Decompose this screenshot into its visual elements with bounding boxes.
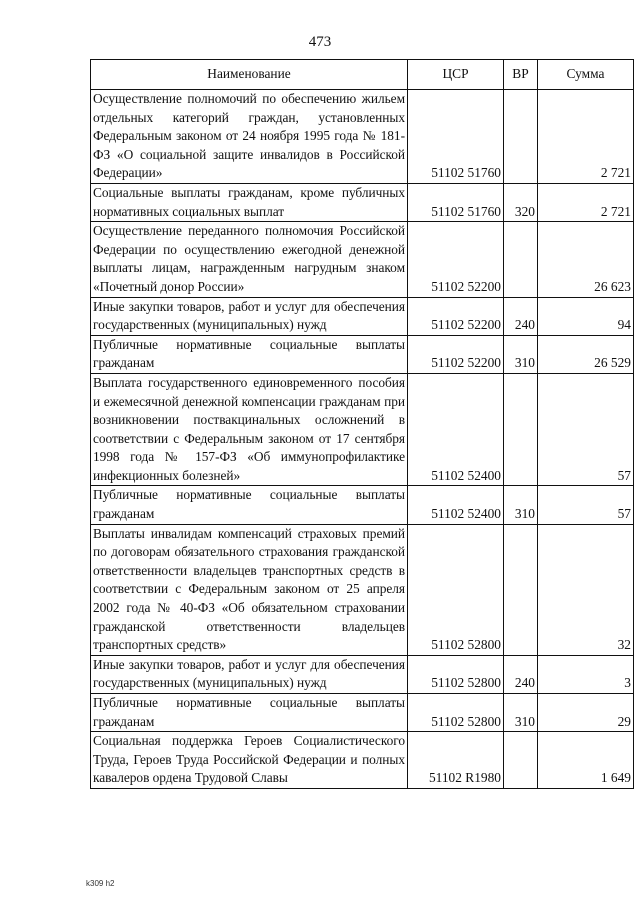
row-vr — [504, 732, 538, 789]
row-csr: 51102 52200 — [408, 297, 504, 335]
row-sum: 57 — [538, 373, 634, 486]
row-name: Выплата государственного единовременного пособия и ежемесячной денежной компенсации гражданам при возникновении поствакцинальных осложнений в соответствии с Федеральным законом от 17 сентября 1998 года № 157-ФЗ «Об иммунопрофилактике инфекционных болезней» — [91, 373, 408, 486]
table-row — [91, 732, 634, 789]
row-vr: 320 — [504, 183, 538, 221]
page-number: 473 — [308, 34, 332, 50]
table-row — [91, 222, 634, 297]
row-name: Публичные нормативные социальные выплаты гражданам — [91, 335, 408, 373]
row-name: Социальные выплаты гражданам, кроме публичных нормативных социальных выплат — [91, 183, 408, 221]
row-sum: 29 — [538, 694, 634, 732]
header-sum: Сумма — [538, 60, 634, 90]
table-row — [91, 90, 634, 184]
row-csr: 51102 52800 — [408, 655, 504, 693]
header-vr: ВР — [504, 60, 538, 90]
row-sum: 2 721 — [538, 90, 634, 184]
row-vr: 240 — [504, 655, 538, 693]
row-sum: 3 — [538, 655, 634, 693]
row-csr: 51102 51760 — [408, 90, 504, 184]
row-csr: 51102 52400 — [408, 486, 504, 524]
row-name: Социальная поддержка Героев Социалистического Труда, Героев Труда Российской Федерации и полных кавалеров ордена Трудовой Славы — [91, 732, 408, 789]
table-row — [91, 655, 634, 693]
row-sum: 2 721 — [538, 183, 634, 221]
row-sum: 1 649 — [538, 732, 634, 789]
header-name: Наименование — [91, 60, 408, 90]
row-vr — [504, 222, 538, 297]
table-row — [91, 373, 634, 486]
row-name: Публичные нормативные социальные выплаты гражданам — [91, 486, 408, 524]
row-sum: 57 — [538, 486, 634, 524]
row-vr: 310 — [504, 694, 538, 732]
row-vr — [504, 524, 538, 655]
row-sum: 32 — [538, 524, 634, 655]
row-name: Осуществление полномочий по обеспечению жильем отдельных категорий граждан, установленных Федеральным законом от 24 ноября 1995 года № 181-ФЗ «О социальной защите инвалидов в Российской Федерации» — [91, 90, 408, 184]
row-name: Иные закупки товаров, работ и услуг для обеспечения государственных (муниципальных) нужд — [91, 297, 408, 335]
header-csr: ЦСР — [408, 60, 504, 90]
row-sum: 94 — [538, 297, 634, 335]
row-sum: 26 529 — [538, 335, 634, 373]
table-row — [91, 335, 634, 373]
footer-code: k309 h2 — [86, 879, 115, 888]
row-vr: 310 — [504, 335, 538, 373]
row-vr: 240 — [504, 297, 538, 335]
row-csr: 51102 52400 — [408, 373, 504, 486]
table-row — [91, 524, 634, 655]
row-name: Иные закупки товаров, работ и услуг для обеспечения государственных (муниципальных) нужд — [91, 655, 408, 693]
budget-table — [90, 59, 634, 789]
row-csr: 51102 52800 — [408, 524, 504, 655]
row-name: Публичные нормативные социальные выплаты гражданам — [91, 694, 408, 732]
row-name: Осуществление переданного полномочия Российской Федерации по осуществлению ежегодной денежной выплаты лицам, награжденным нагрудным знаком «Почетный донор России» — [91, 222, 408, 297]
table-row — [91, 183, 634, 221]
row-vr — [504, 373, 538, 486]
row-csr: 51102 52200 — [408, 222, 504, 297]
row-vr: 310 — [504, 486, 538, 524]
table-row — [91, 297, 634, 335]
row-vr — [504, 90, 538, 184]
row-csr: 51102 52200 — [408, 335, 504, 373]
row-csr: 51102 51760 — [408, 183, 504, 221]
table-header-row — [91, 60, 634, 90]
row-csr: 51102 R1980 — [408, 732, 504, 789]
table-row — [91, 694, 634, 732]
row-sum: 26 623 — [538, 222, 634, 297]
row-csr: 51102 52800 — [408, 694, 504, 732]
row-name: Выплаты инвалидам компенсаций страховых премий по договорам обязательного страхования гражданской ответственности владельцев транспортных средств в соответствии с Федеральным законом от 25 апреля 2002 года № 40-ФЗ «Об обязательном страховании гражданской ответственности владельцев транспортных средств» — [91, 524, 408, 655]
table-row — [91, 486, 634, 524]
